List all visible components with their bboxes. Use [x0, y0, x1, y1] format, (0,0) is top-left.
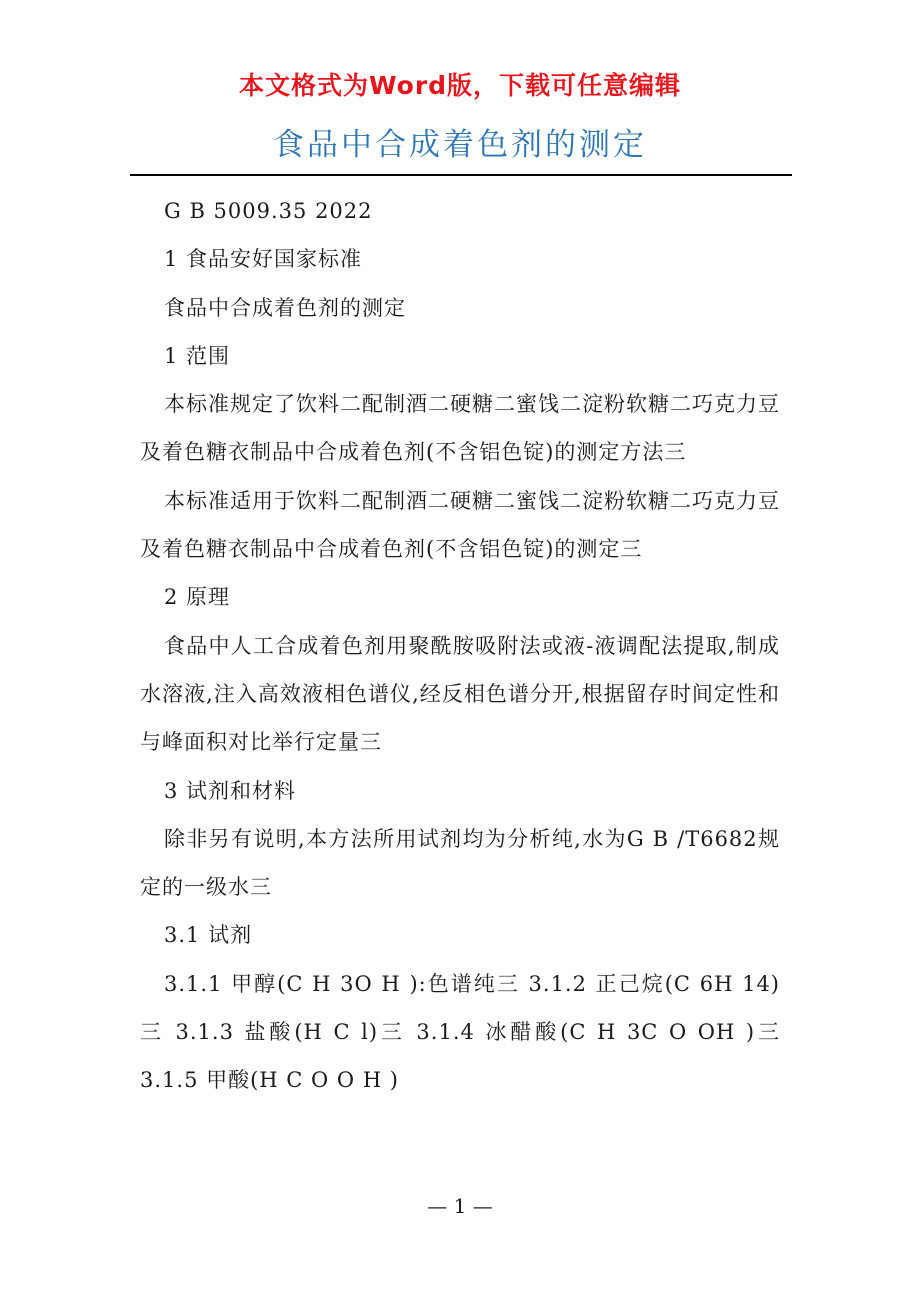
- paragraph-scope-definition: 本标准规定了饮料二配制酒二硬糖二蜜饯二淀粉软糖二巧克力豆及着色糖衣制品中合成着色剂(不含铝色锭)的测定方法三: [140, 392, 780, 465]
- page-number: — 1 —: [427, 1194, 493, 1218]
- section-heading-reagents-materials: 3 试剂和材料: [164, 778, 297, 803]
- subsection-heading-reagents: 3.1 试剂: [164, 923, 253, 948]
- title-divider: [130, 174, 792, 176]
- document-body: [140, 187, 780, 1105]
- section-heading-scope: 1 范围: [164, 343, 231, 368]
- paragraph-principle: 食品中人工合成着色剂用聚酰胺吸附法或液-液调配法提取,制成水溶液,注入高效液相色谱仪,经反相色谱分开,根据留存时间定性和与峰面积对比举行定量三: [140, 633, 780, 755]
- document-title: 食品中合成着色剂的测定: [273, 127, 647, 163]
- format-notice-banner: 本文格式为Word版，下载可任意编辑: [238, 71, 682, 100]
- standard-category: 1 食品安好国家标准: [164, 247, 363, 272]
- paragraph-reagent-list: 3.1.1 甲醇(C H 3O H ):色谱纯三 3.1.2 正己烷(C 6H 14)三 3.1.3 盐酸(H C l)三 3.1.4 冰醋酸(C H 3C O OH )三 3.1.5 甲酸(H C O O H ): [140, 971, 780, 1093]
- paragraph-reagent-note: 除非另有说明,本方法所用试剂均为分析纯,水为G B /T6682规定的一级水三: [140, 826, 780, 900]
- section-heading-principle: 2 原理: [164, 585, 231, 610]
- standard-number: G B 5009.35 2022: [164, 199, 373, 223]
- standard-name: 食品中合成着色剂的测定: [164, 295, 406, 320]
- paragraph-scope-applicability: 本标准适用于饮料二配制酒二硬糖二蜜饯二淀粉软糖二巧克力豆及着色糖衣制品中合成着色剂(不含铝色锭)的测定三: [140, 488, 780, 562]
